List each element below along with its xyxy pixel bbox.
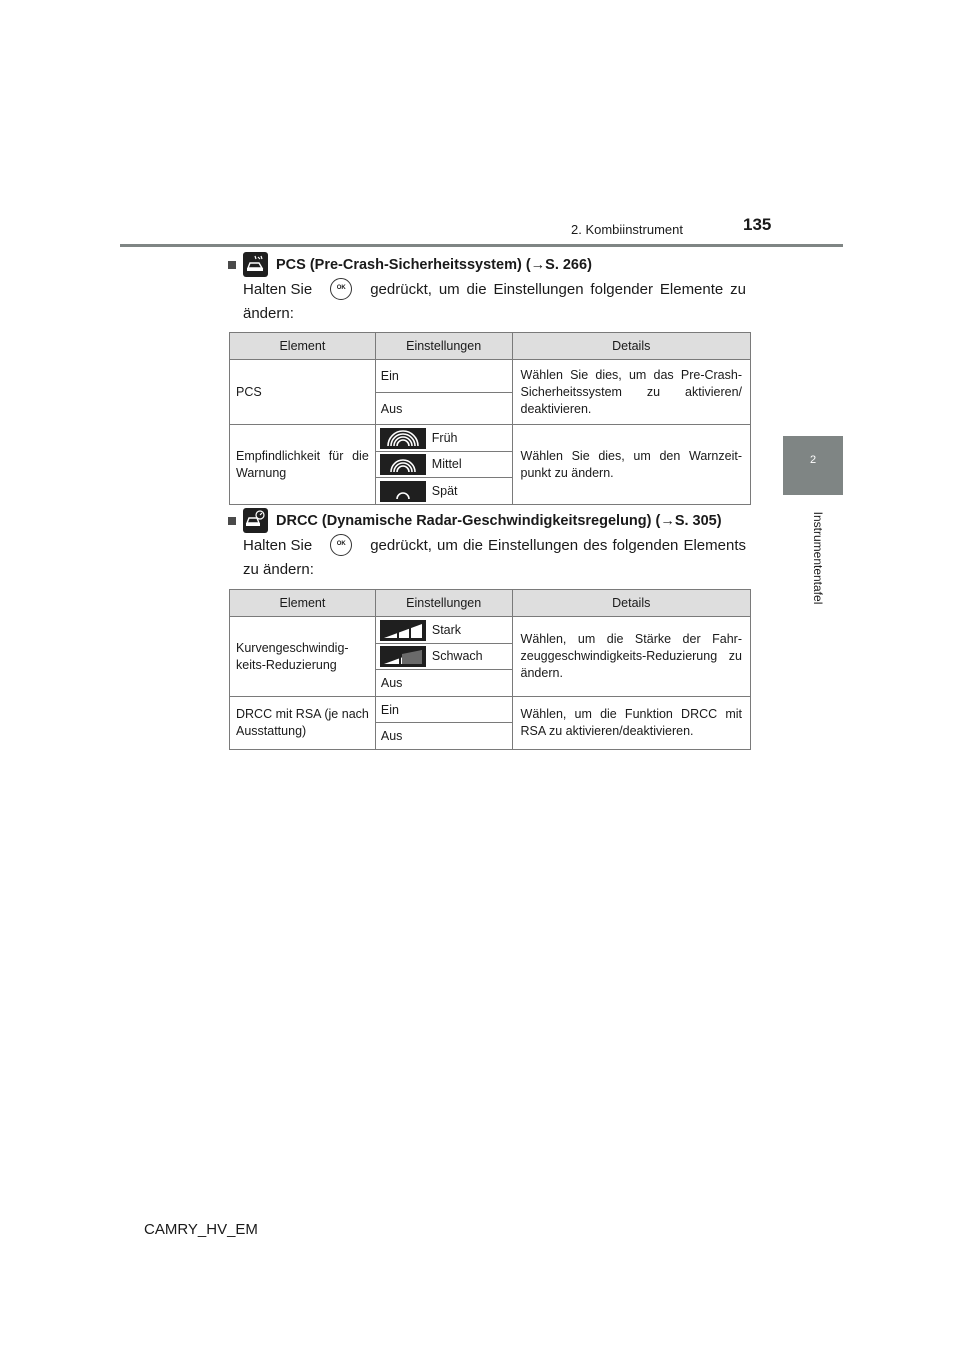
setting-cell bbox=[375, 617, 512, 644]
intro-text-after: gedrückt, um die Einstellungen des folgenden Elements bbox=[370, 537, 746, 554]
bullet-square bbox=[228, 517, 236, 525]
setting-label: Spät bbox=[431, 483, 458, 498]
setting-cell bbox=[375, 452, 512, 478]
intro-text-before: Halten Sie bbox=[243, 537, 313, 554]
col-header: Details bbox=[512, 590, 750, 617]
details-cell: Wählen Sie dies, um das Pre-Crash-Sicherheitssystem zu aktivieren/ deaktivieren. bbox=[512, 360, 750, 425]
setting-label: Früh bbox=[431, 430, 458, 445]
setting-cell: Aus bbox=[375, 393, 512, 425]
table-row bbox=[230, 617, 751, 644]
chapter-title: 2. Kombiinstrument bbox=[571, 222, 683, 237]
setting-cell: Ein bbox=[375, 697, 512, 723]
setting-cell bbox=[375, 425, 512, 452]
setting-cell bbox=[375, 644, 512, 670]
setting-cell bbox=[375, 478, 512, 505]
page-number: 135 bbox=[743, 215, 772, 234]
ok-button-icon: OK bbox=[330, 278, 352, 300]
details-cell: Wählen Sie dies, um den Warnzeit-punkt zu ändern. bbox=[512, 425, 750, 505]
setting-label: Schwach bbox=[431, 648, 483, 663]
pcs-car-icon bbox=[243, 252, 268, 277]
col-header: Details bbox=[512, 333, 750, 360]
section-pcs-title bbox=[228, 252, 592, 277]
ok-button-icon: OK bbox=[330, 534, 352, 556]
warning-early-icon bbox=[380, 428, 426, 449]
warning-late-icon bbox=[380, 481, 426, 502]
element-cell: Kurvengeschwindig-keits-Reduzierung bbox=[230, 617, 376, 697]
section-pcs-title-text: PCS (Pre-Crash-Sicherheitssystem) (→S. 266) bbox=[276, 256, 592, 273]
pcs-settings-table bbox=[229, 332, 751, 505]
intro-text-after: gedrückt, um die Einstellungen folgender Elemente zu bbox=[370, 281, 746, 298]
col-header: Einstellungen bbox=[375, 333, 512, 360]
details-cell: Wählen, um die Funktion DRCC mit RSA zu aktivieren/deaktivieren. bbox=[512, 697, 750, 750]
table-row bbox=[230, 697, 751, 723]
section-pcs-intro bbox=[243, 278, 746, 326]
setting-label: Stark bbox=[431, 622, 462, 637]
header-rule bbox=[120, 244, 843, 247]
chapter-tab bbox=[783, 436, 843, 495]
drcc-cruise-icon bbox=[243, 508, 268, 533]
intro-text-before: Halten Sie bbox=[243, 281, 313, 298]
table-header-row bbox=[230, 590, 751, 617]
col-header: Einstellungen bbox=[375, 590, 512, 617]
col-header: Element bbox=[230, 590, 376, 617]
chapter-side-label bbox=[808, 510, 828, 605]
setting-cell: Aus bbox=[375, 670, 512, 697]
drcc-settings-table bbox=[229, 589, 751, 750]
reduction-weak-icon bbox=[380, 646, 426, 667]
section-drcc-intro bbox=[243, 534, 746, 582]
intro-text-line2: zu ändern: bbox=[243, 561, 314, 578]
bullet-square bbox=[228, 261, 236, 269]
section-drcc-title bbox=[228, 508, 722, 533]
table-header-row bbox=[230, 333, 751, 360]
element-cell: DRCC mit RSA (je nach Ausstattung) bbox=[230, 697, 376, 750]
section-drcc-title-text: DRCC (Dynamische Radar-Geschwindigkeitsregelung) (→S. 305) bbox=[276, 512, 722, 529]
element-cell: PCS bbox=[230, 360, 376, 425]
table-row bbox=[230, 425, 751, 452]
setting-label: Mittel bbox=[431, 456, 462, 471]
reduction-strong-icon bbox=[380, 620, 426, 641]
details-cell: Wählen, um die Stärke der Fahr-zeuggeschwindigkeits-Reduzierung zu ändern. bbox=[512, 617, 750, 697]
table-row bbox=[230, 360, 751, 393]
chapter-side-label-text: Instrumententafel bbox=[811, 511, 825, 604]
element-cell: Empfindlichkeit für die Warnung bbox=[230, 425, 376, 505]
setting-cell: Aus bbox=[375, 723, 512, 750]
col-header: Element bbox=[230, 333, 376, 360]
warning-middle-icon bbox=[380, 454, 426, 475]
model-code: CAMRY_HV_EM bbox=[144, 1221, 258, 1238]
chapter-tab-number: 2 bbox=[809, 454, 817, 466]
setting-cell: Ein bbox=[375, 360, 512, 393]
intro-text-line2: ändern: bbox=[243, 305, 294, 322]
